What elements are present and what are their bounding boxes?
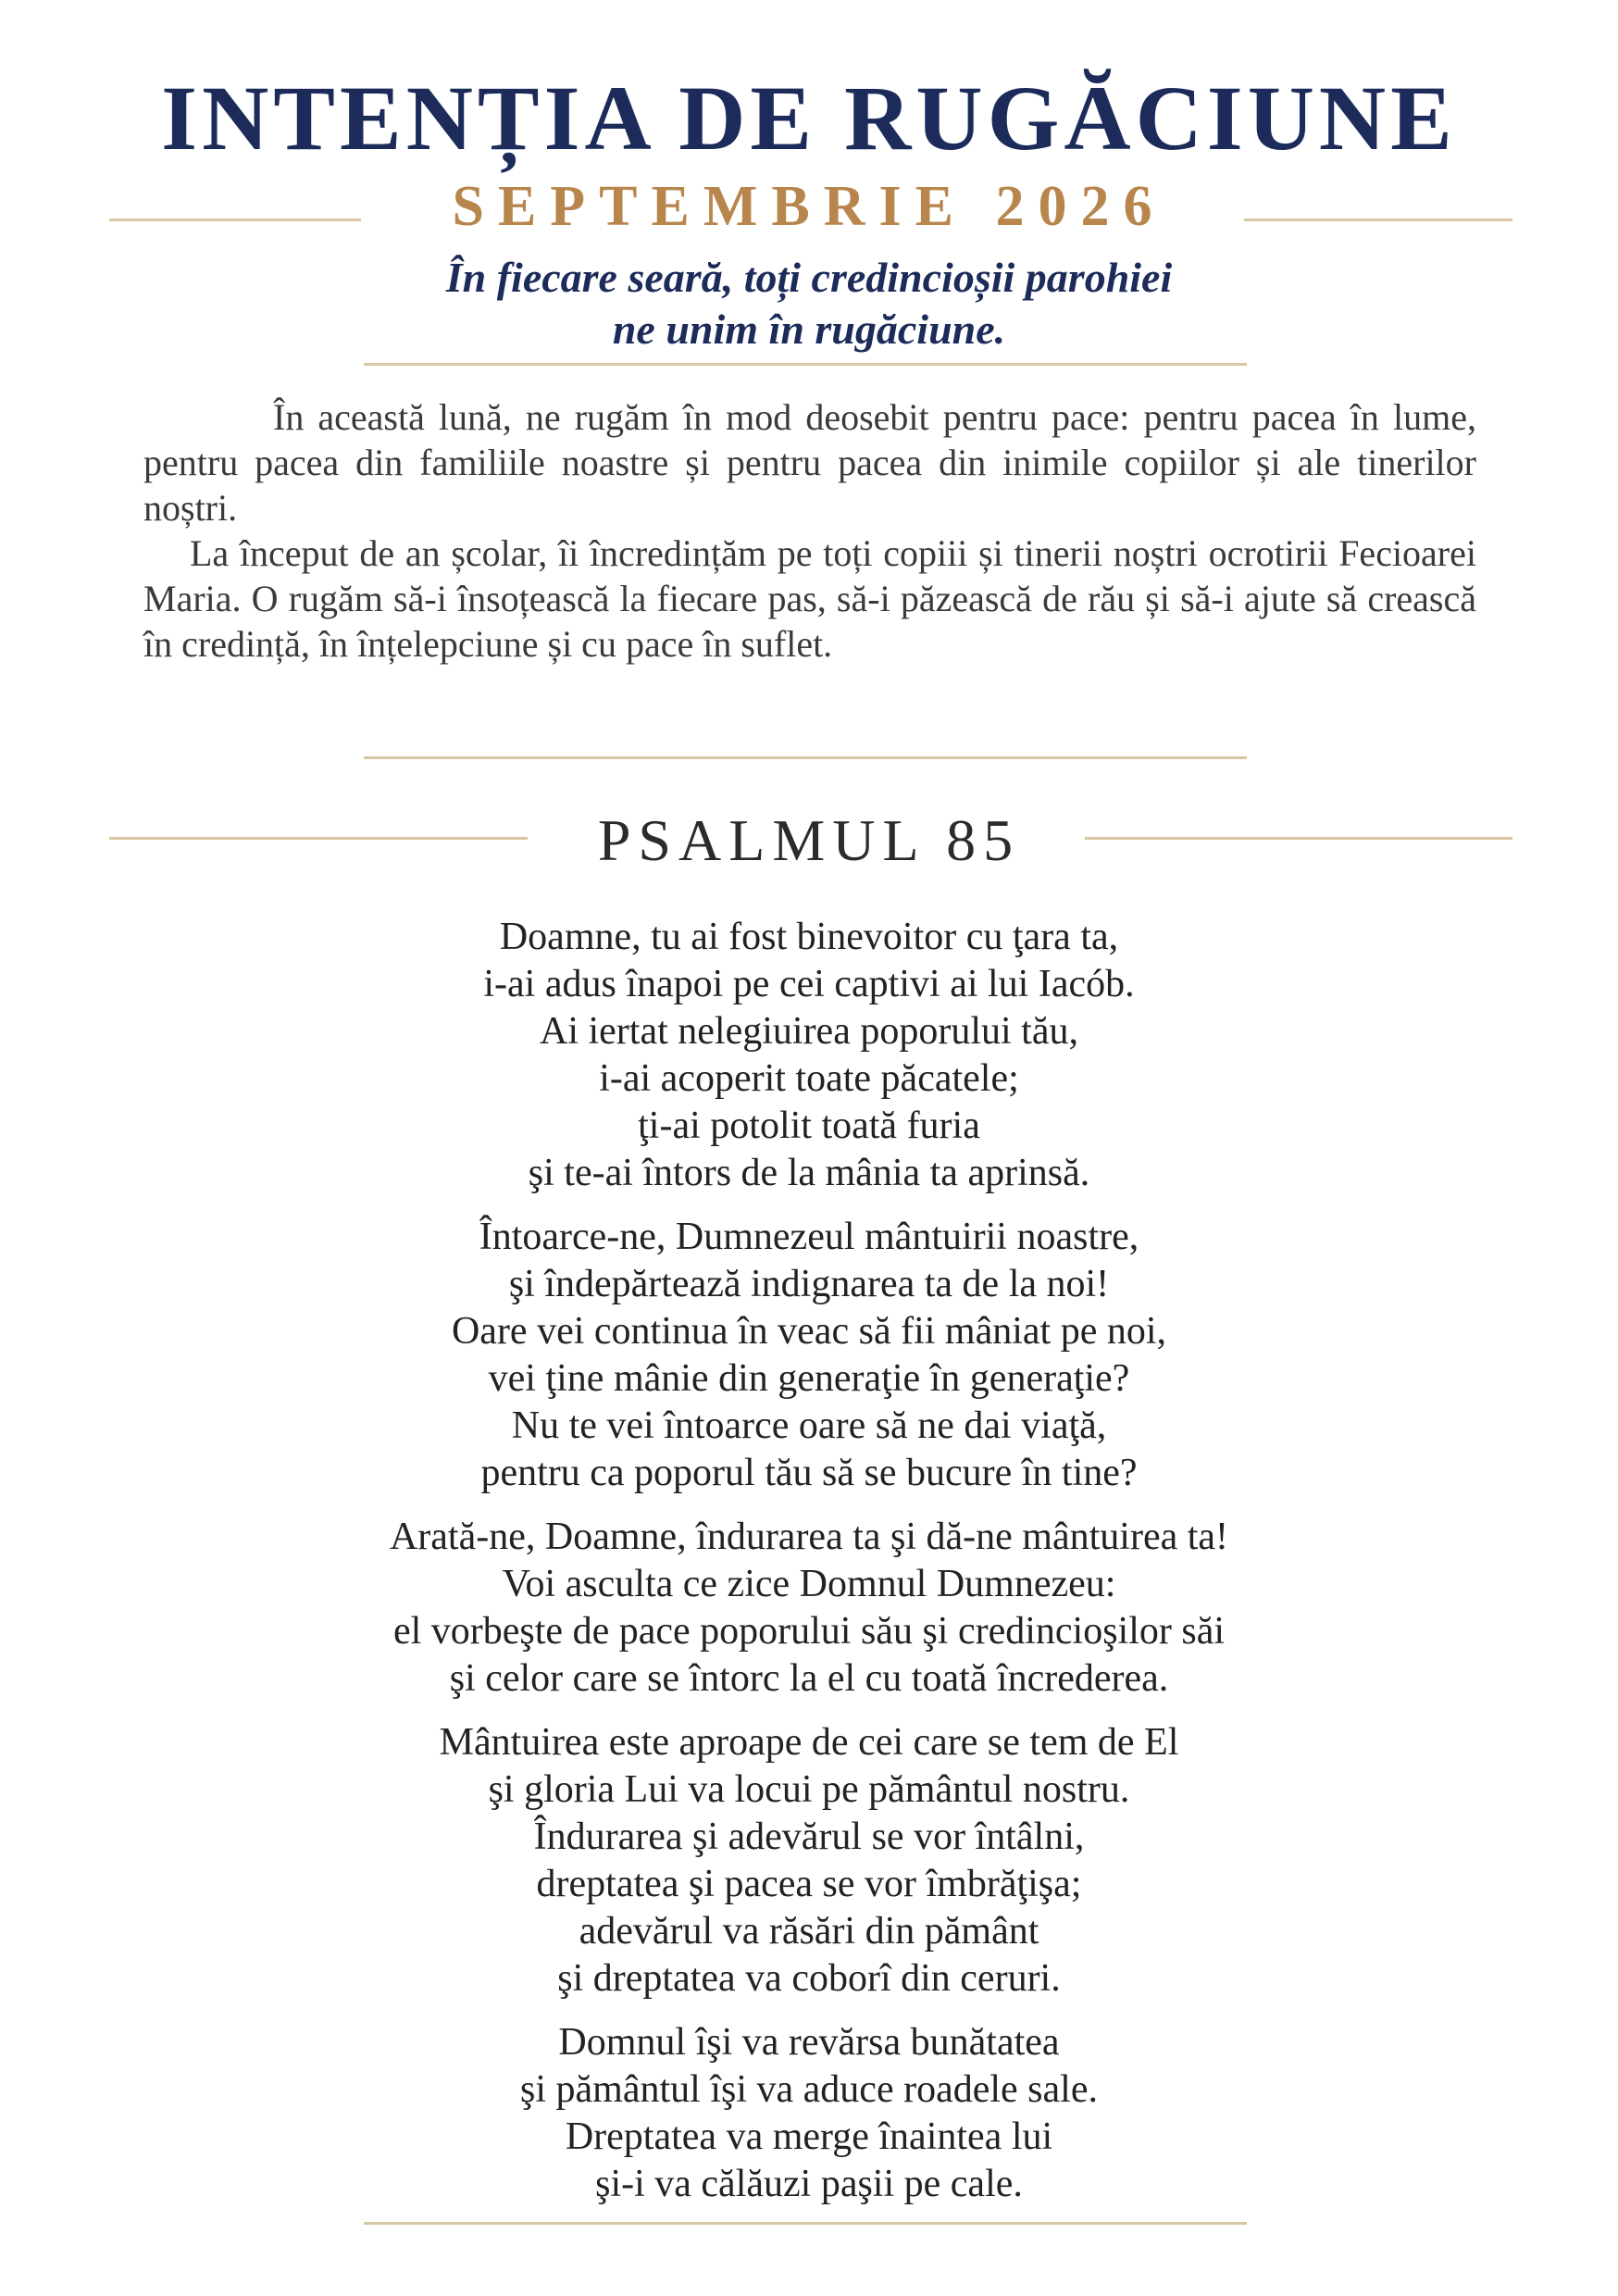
month-right-divider xyxy=(1244,218,1512,221)
psalm-line: Voi asculta ce zice Domnul Dumnezeu: xyxy=(502,1563,1116,1605)
psalm-line: Mântuirea este aproape de cei care se tem de El xyxy=(439,1721,1179,1764)
psalm-line: şi pământul îşi va aduce roadele sale. xyxy=(520,2068,1098,2111)
subtitle-line-2: ne unim în rugăciune. xyxy=(612,306,1006,353)
psalm-line: i-ai adus înapoi pe cei captivi ai lui Iacób. xyxy=(483,963,1135,1005)
bottom-divider xyxy=(364,2222,1247,2225)
psalm-line: Oare vei continua în veac să fii mâniat pe noi, xyxy=(451,1310,1167,1353)
subtitle-line-1: În fiecare seară, toți credincioșii parohiei xyxy=(445,254,1173,301)
psalm-right-divider xyxy=(1085,837,1512,840)
intro-paragraph-1: În această lună, ne rugăm în mod deosebit pentru pace: pentru pacea în lume, pentru pacea din familiile noastre și pentru pacea din inimile copiilor și ale tinerilor noștri. xyxy=(143,396,1476,529)
psalm-line: Îndurarea şi adevărul se vor întâlni, xyxy=(533,1816,1085,1858)
psalm-line: adevărul va răsări din pământ xyxy=(579,1910,1039,1953)
intro-divider xyxy=(364,756,1247,759)
psalm-line: şi-i va călăuzi paşii pe cale. xyxy=(595,2163,1023,2205)
psalm-stanza-3 xyxy=(0,1514,1618,1703)
psalm-stanza-5 xyxy=(0,2019,1618,2208)
intro-paragraph-2: La început de an școlar, îi încredințăm pe toți copiii și tinerii noștri ocrotirii Fecioarei Maria. O rugăm să-i însoțească la fiecare pas, să-i păzească de rău și să-i ajute să crească în credință, în înțelepciune și cu pace în suflet. xyxy=(143,532,1476,665)
psalm-stanza-1 xyxy=(0,914,1618,1197)
psalm-stanza-4 xyxy=(0,1719,1618,2003)
psalm-line: i-ai acoperit toate păcatele; xyxy=(599,1057,1019,1100)
psalm-stanza-2 xyxy=(0,1214,1618,1497)
subtitle xyxy=(0,252,1618,356)
psalm-line: ţi-ai potolit toată furia xyxy=(638,1104,980,1147)
psalm-line: Întoarce-ne, Dumnezeul mântuirii noastre, xyxy=(479,1216,1139,1258)
psalm-line: Dreptatea va merge înaintea lui xyxy=(565,2115,1053,2158)
psalm-line: pentru ca poporul tău să se bucure în tine? xyxy=(480,1452,1138,1494)
psalm-line: şi îndepărtează indignarea ta de la noi! xyxy=(508,1263,1110,1305)
psalm-line: şi celor care se întorc la el cu toată încrederea. xyxy=(449,1657,1169,1700)
psalm-text xyxy=(0,914,1618,2225)
psalm-line: Domnul îşi va revărsa bunătatea xyxy=(558,2021,1060,2064)
psalm-line: Doamne, tu ai fost binevoitor cu ţara ta, xyxy=(499,916,1119,958)
psalm-line: şi gloria Lui va locui pe pământul nostru. xyxy=(488,1768,1130,1811)
psalm-line: el vorbeşte de pace poporului său şi credincioşilor săi xyxy=(392,1610,1226,1653)
psalm-line: şi te-ai întors de la mânia ta aprinsă. xyxy=(528,1152,1090,1194)
intro-text xyxy=(143,394,1476,667)
psalm-line: Nu te vei întoarce oare să ne dai viaţă, xyxy=(511,1404,1107,1447)
psalm-line: vei ţine mânie din generaţie în generaţie? xyxy=(488,1357,1130,1400)
psalm-line: dreptatea şi pacea se vor îmbrăţişa; xyxy=(536,1863,1082,1905)
psalm-title: PSALMUL 85 xyxy=(597,807,1021,873)
psalm-line: şi dreptatea va coborî din ceruri. xyxy=(557,1957,1061,2000)
subtitle-divider xyxy=(364,363,1247,366)
page-title: INTENȚIA DE RUGĂCIUNE xyxy=(161,67,1457,169)
month-heading: SEPTEMBRIE 2026 xyxy=(452,175,1166,238)
psalm-line: Arată-ne, Doamne, îndurarea ta şi dă-ne mântuirea ta! xyxy=(389,1516,1229,1558)
psalm-line: Ai iertat nelegiuirea poporului tău, xyxy=(540,1010,1078,1053)
